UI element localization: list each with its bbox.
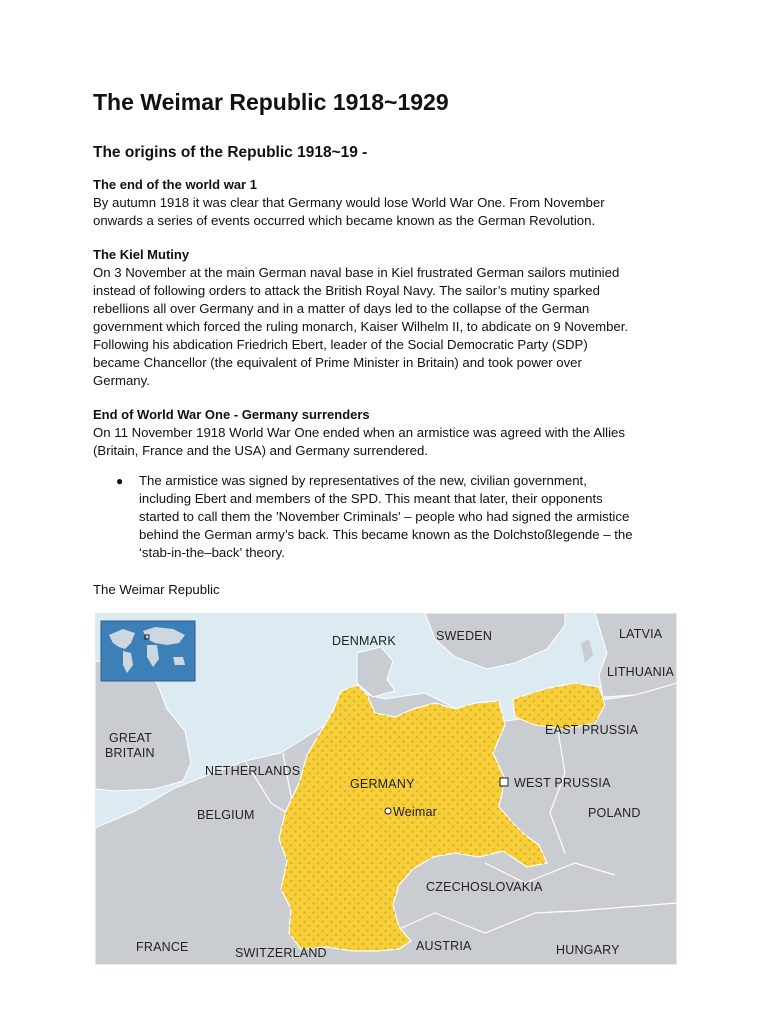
map-caption: The Weimar Republic xyxy=(93,582,220,597)
label-great-britain-line2: BRITAIN xyxy=(105,746,155,760)
bullet-line: including Ebert and members of the SPD. This meant that later, their opponents xyxy=(139,491,603,506)
weimar-marker-icon xyxy=(385,808,391,814)
label-austria: AUSTRIA xyxy=(416,939,472,953)
bullet-marker: ● xyxy=(116,474,124,488)
section-heading: The Kiel Mutiny xyxy=(93,247,190,262)
section-heading: The end of the world war 1 xyxy=(93,177,257,192)
section-surrender xyxy=(93,406,683,460)
paragraph-line: government which forced the ruling monarch, Kaiser Wilhelm II, to abdicate on 9 November. xyxy=(93,319,629,334)
paragraph-line: rebellions all over Germany and in a matter of days led to the collapse of the German xyxy=(93,301,590,316)
label-lithuania: LITHUANIA xyxy=(607,665,675,679)
label-denmark: DENMARK xyxy=(332,634,396,648)
section-heading: End of World War One - Germany surrenders xyxy=(93,407,370,422)
label-czechoslovakia: CZECHOSLOVAKIA xyxy=(426,880,543,894)
weimar-map xyxy=(95,613,677,965)
bullet-line: The armistice was signed by representatives of the new, civilian government, xyxy=(139,473,587,488)
paragraph-line: Following his abdication Friedrich Ebert, leader of the Social Democratic Party (SDP) xyxy=(93,337,588,352)
paragraph-line: onwards a series of events occurred which became known as the German Revolution. xyxy=(93,213,596,228)
document-subtitle: The origins of the Republic 1918~19 - xyxy=(93,144,368,161)
bullet-item xyxy=(116,472,683,562)
document-title: The Weimar Republic 1918~1929 xyxy=(93,89,449,115)
label-sweden: SWEDEN xyxy=(436,629,493,643)
label-germany: GERMANY xyxy=(350,777,415,791)
baltic-landmass xyxy=(595,613,677,697)
bullet-list xyxy=(93,472,683,562)
west-prussia-marker-icon xyxy=(500,778,508,786)
label-belgium: BELGIUM xyxy=(197,808,255,822)
bullet-line: behind the German army’s back. This became known as the Dolchstoßlegende – the xyxy=(139,527,633,542)
label-latvia: LATVIA xyxy=(619,627,663,641)
label-netherlands: NETHERLANDS xyxy=(205,764,301,778)
label-poland: POLAND xyxy=(588,806,641,820)
world-inset xyxy=(101,621,195,681)
section-kiel-mutiny xyxy=(93,246,683,390)
paragraph-line: On 11 November 1918 World War One ended when an armistice was agreed with the Allies xyxy=(93,425,625,440)
document-page xyxy=(93,86,683,599)
paragraph-line: By autumn 1918 it was clear that Germany would lose World War One. From November xyxy=(93,195,605,210)
label-switzerland: SWITZERLAND xyxy=(235,946,327,960)
label-east-prussia: EAST PRUSSIA xyxy=(545,723,639,737)
bullet-line: started to call them the 'November Criminals' – people who had signed the armistice xyxy=(139,509,630,524)
label-west-prussia: WEST PRUSSIA xyxy=(514,776,611,790)
label-great-britain-line1: GREAT xyxy=(109,731,153,745)
paragraph-line: On 3 November at the main German naval base in Kiel frustrated German sailors mutinied xyxy=(93,265,620,280)
label-hungary: HUNGARY xyxy=(556,943,620,957)
paragraph-line: instead of following orders to attack the British Royal Navy. The sailor’s mutiny sparked xyxy=(93,283,600,298)
section-end-of-war xyxy=(93,176,683,230)
label-france: FRANCE xyxy=(136,940,189,954)
label-weimar: Weimar xyxy=(393,805,438,819)
paragraph-line: (Britain, France and the USA) and Germany surrendered. xyxy=(93,443,428,458)
bullet-line: ‘stab-in-the–back’ theory. xyxy=(139,545,285,560)
paragraph-line: became Chancellor (the equivalent of Prime Minister in Britain) and took power over xyxy=(93,355,582,370)
paragraph-line: Germany. xyxy=(93,373,150,388)
